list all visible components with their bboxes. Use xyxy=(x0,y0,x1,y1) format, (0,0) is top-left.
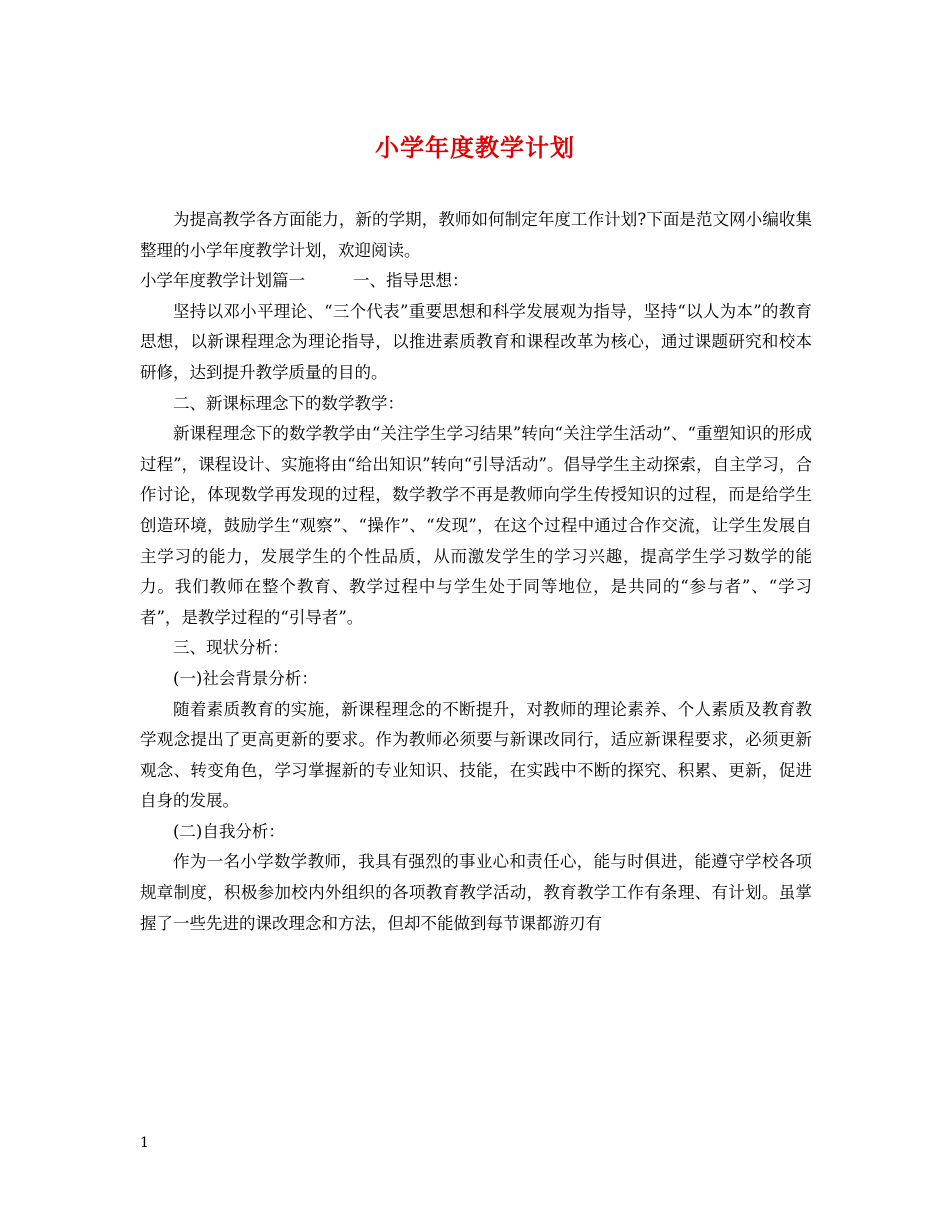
guiding-thought-paragraph: 坚持以邓小平理论、“三个代表”重要思想和科学发展观为指导，坚持“以人为本”的教育思想，以新课程理念为理论指导，以推进素质教育和课程改革为核心，通过课题研究和校本研修，达到提升教学质量的目的。 xyxy=(140,301,812,382)
document-title: 小学年度教学计划 xyxy=(375,133,575,162)
section-heading-line xyxy=(140,266,812,297)
subheading-self-analysis: (二)自我分析： xyxy=(173,821,285,841)
heading-guiding-thought: 一、指导思想： xyxy=(353,271,469,291)
subheading-social-background: (一)社会背景分析： xyxy=(173,668,318,688)
document-body xyxy=(140,205,812,939)
new-curriculum-paragraph: 新课程理念下的数学教学由“关注学生学习结果”转向“关注学生活动”、“重塑知识的形成过程”，课程设计、实施将由“给出知识”转向“引导活动”。倡导学生主动探索，自主学习，合作讨论，体现数学再发现的过程，数学教学不再是教师向学生传授知识的过程，而是给学生创造环境，鼓励学生“观察”、“操作”、“发现”，在这个过程中通过合作交流，让学生发展自主学习的能力，发展学生的个性品质，从而激发学生的学习兴趣，提高学生学习数学的能力。我们教师在整个教育、教学过程中与学生处于同等地位，是共同的“参与者”、“学习者”，是教学过程的“引导者”。 xyxy=(140,424,812,627)
intro-paragraph: 为提高教学各方面能力，新的学期，教师如何制定年度工作计划?下面是范文网小编收集整理的小学年度教学计划，欢迎阅读。 xyxy=(140,210,812,260)
section-label: 小学年度教学计划篇一 xyxy=(140,271,305,291)
heading-new-curriculum: 二、新课标理念下的数学教学： xyxy=(173,393,404,413)
social-background-paragraph: 随着素质教育的实施，新课程理念的不断提升，对教师的理论素养、个人素质及教育教学观念提出了更高更新的要求。作为教师必须要与新课改同行，适应新课程要求，必须更新观念、转变角色，学习掌握新的专业知识、技能，在实践中不断的探究、积累、更新，促进自身的发展。 xyxy=(140,699,812,811)
page-number: 1 xyxy=(140,1135,149,1151)
heading-status-analysis: 三、现状分析： xyxy=(173,638,289,658)
self-analysis-paragraph: 作为一名小学数学教师，我具有强烈的事业心和责任心，能与时俱进，能遵守学校各项规章制度，积极参加校内外组织的各项教育教学活动，教育教学工作有条理、有计划。虽掌握了一些先进的课改理念和方法，但却不能做到每节课都游刃有 xyxy=(140,852,812,933)
